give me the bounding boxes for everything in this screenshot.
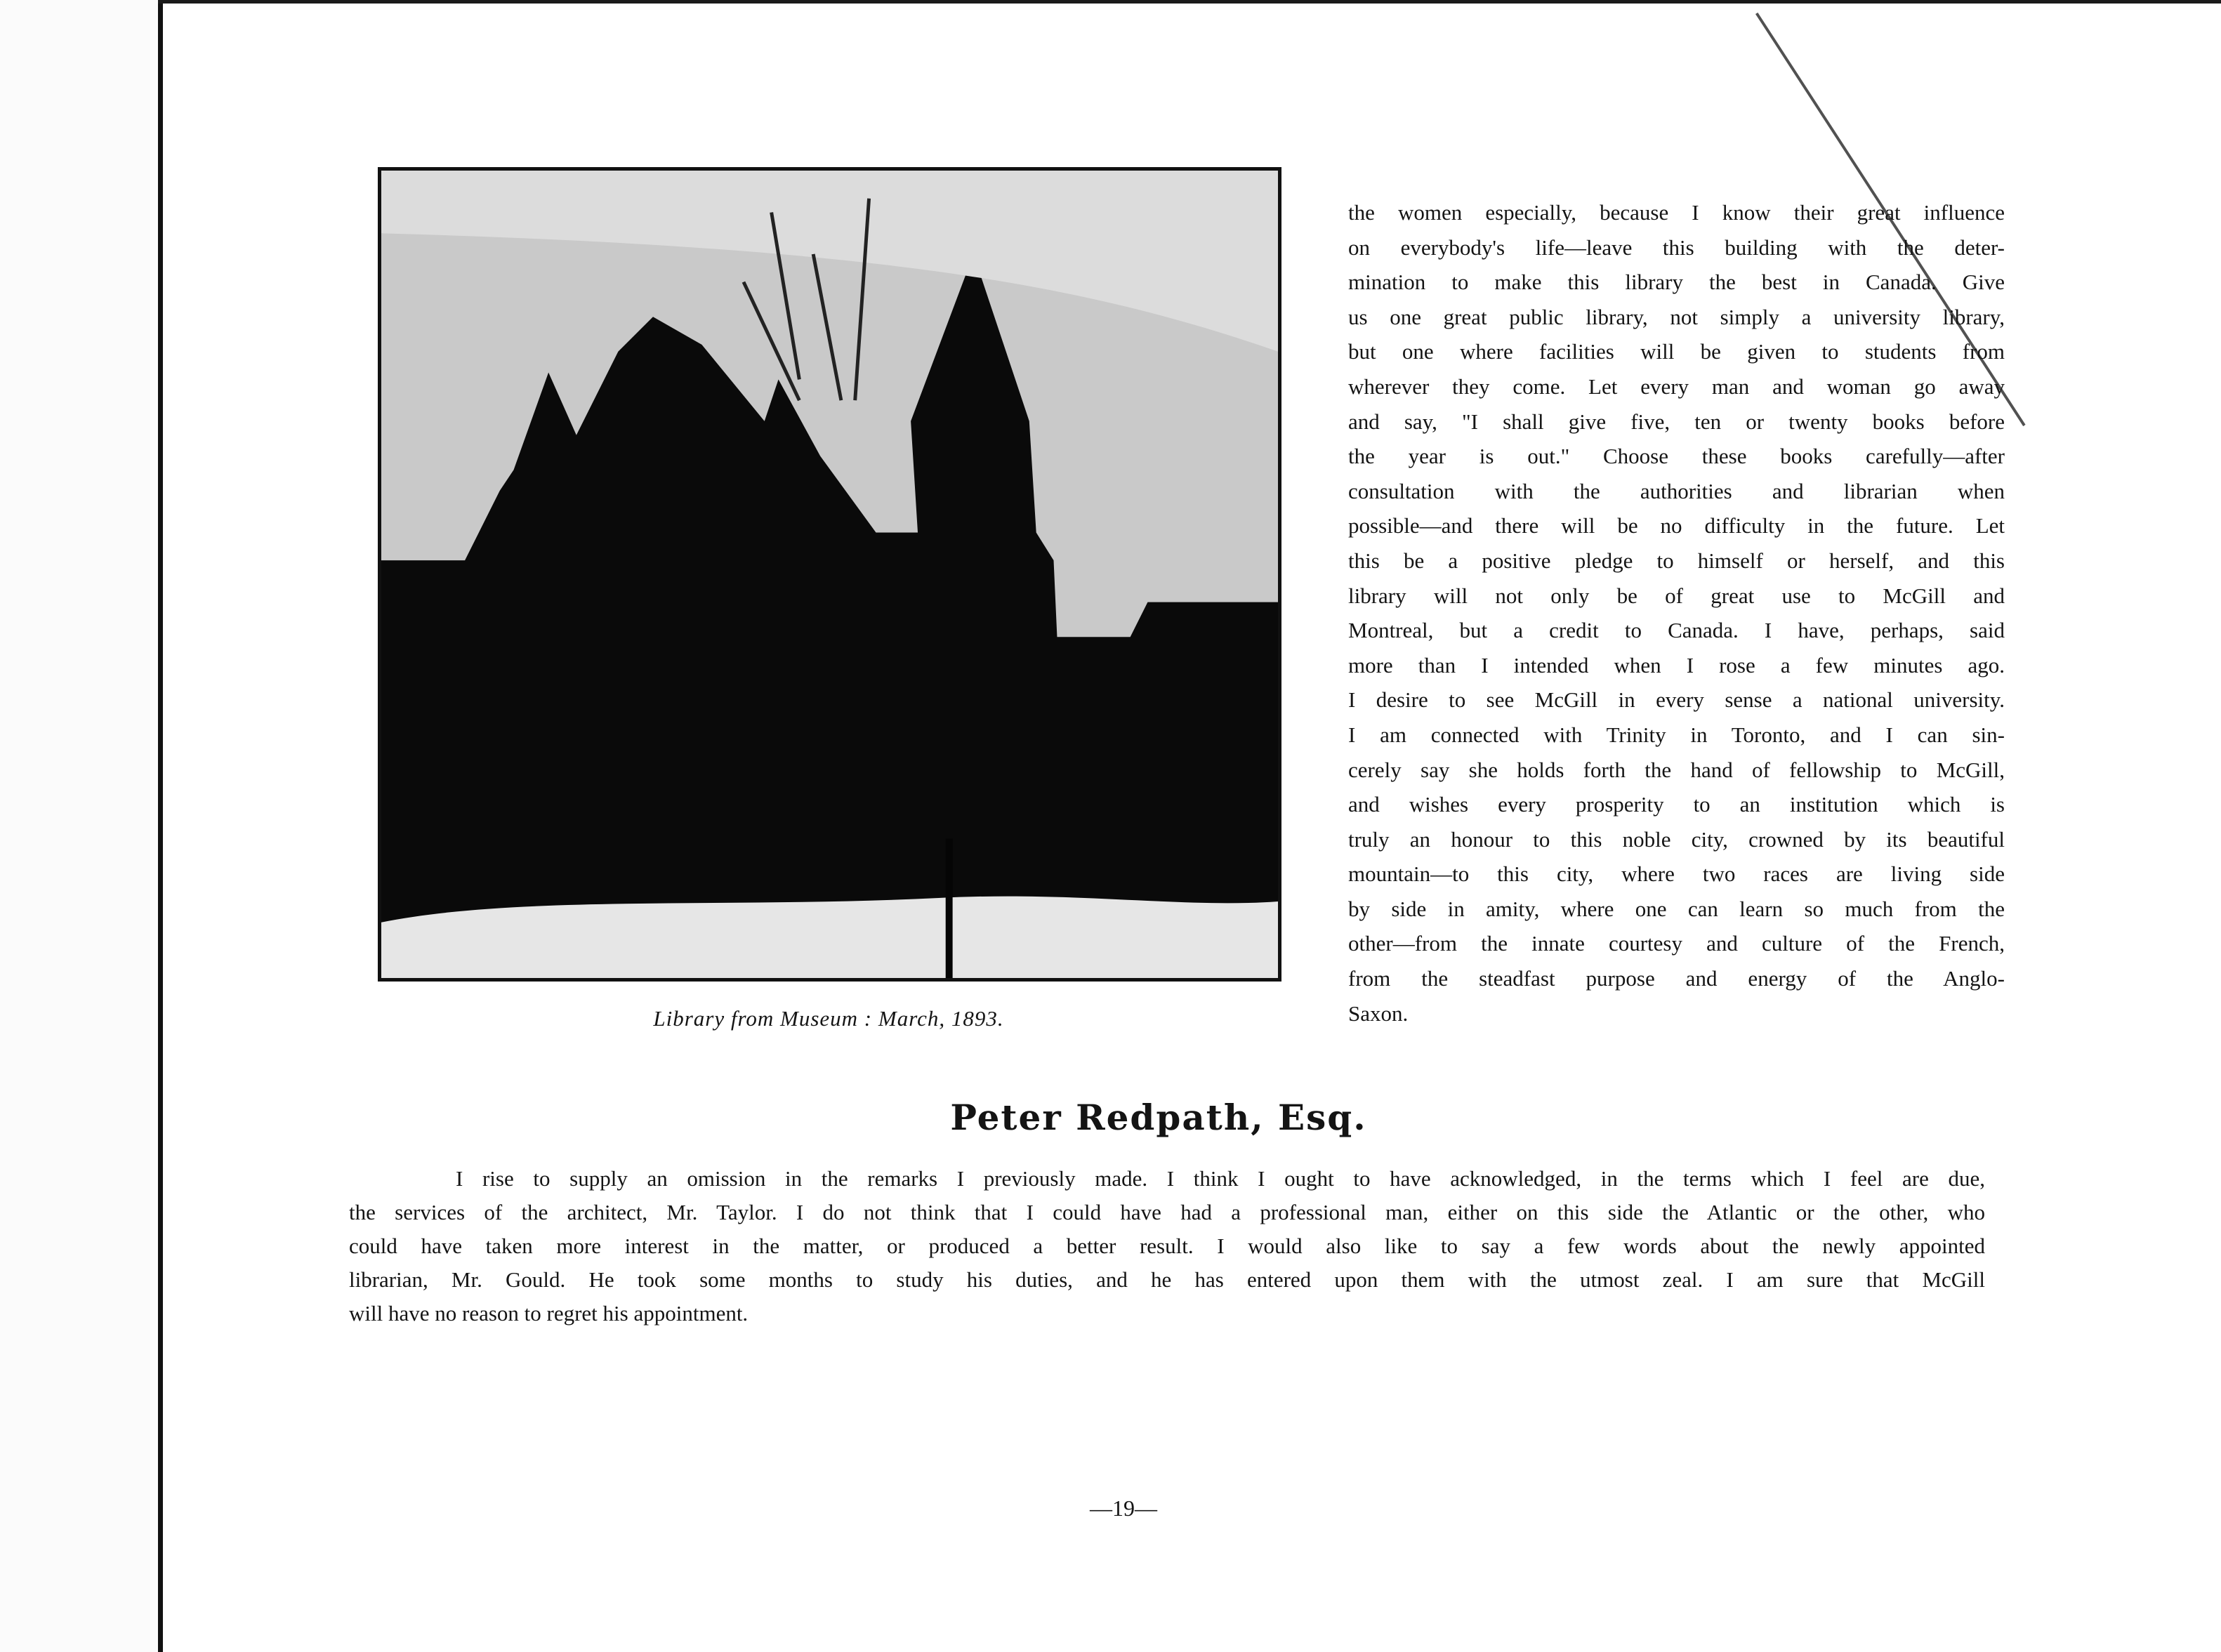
- body-line: librarian, Mr. Gould. He took some months to study his duties, and he has entered upon them with the utmost zeal. I am sure that McGill: [349, 1267, 1985, 1292]
- section-heading: Peter Redpath, Esq.: [950, 1097, 1367, 1138]
- column-line: library will not only be of great use to McGill and: [1348, 583, 2005, 608]
- library-photograph: [378, 167, 1281, 982]
- column-line: but one where facilities will be given to students from: [1348, 339, 2005, 364]
- body-line: will have no reason to regret his appointment.: [349, 1301, 749, 1326]
- column-line: possible—and there will be no difficulty in the future. Let: [1348, 513, 2005, 538]
- column-line: and wishes every prosperity to an institution which is: [1348, 792, 2005, 817]
- column-line: cerely say she holds forth the hand of fellowship to McGill,: [1348, 757, 2005, 782]
- redpath-remarks-paragraph: [349, 1162, 1985, 1330]
- column-line: I desire to see McGill in every sense a national university.: [1348, 687, 2005, 713]
- column-line: Montreal, but a credit to Canada. I have, perhaps, said: [1348, 618, 2005, 643]
- photo-caption: Library from Museum : March, 1893.: [653, 1006, 1004, 1031]
- body-line: I rise to supply an omission in the remarks I previously made. I think I ought to have acknowledged, in the terms which I feel are due,: [456, 1166, 1985, 1191]
- body-line: the services of the architect, Mr. Taylor. I do not think that I could have had a professional man, either on this side the Atlantic or the other, who: [349, 1200, 1985, 1224]
- column-line: truly an honour to this noble city, crowned by its beautiful: [1348, 826, 2005, 852]
- column-line: from the steadfast purpose and energy of the Anglo-: [1348, 966, 2005, 991]
- column-line: and say, "I shall give five, ten or twenty books before: [1348, 409, 2005, 434]
- column-line: us one great public library, not simply a university library,: [1348, 304, 2005, 329]
- column-line: this be a positive pledge to himself or herself, and this: [1348, 548, 2005, 573]
- column-line: more than I intended when I rose a few minutes ago.: [1348, 652, 2005, 678]
- column-line: mination to make this library the best in Canada. Give: [1348, 270, 2005, 295]
- column-line: wherever they come. Let every man and woman go away: [1348, 374, 2005, 399]
- column-line: the women especially, because I know their great influence: [1348, 200, 2005, 225]
- page-number: —19—: [1090, 1495, 1157, 1521]
- facing-page-edge: [0, 0, 158, 1652]
- body-line: could have taken more interest in the matter, or produced a better result. I would also like to say a few words about the newly appointed: [349, 1234, 1985, 1258]
- column-line: on everybody's life—leave this building with the deter-: [1348, 234, 2005, 260]
- column-line: the year is out." Choose these books carefully—after: [1348, 444, 2005, 469]
- column-line: other—from the innate courtesy and culture of the French,: [1348, 931, 2005, 956]
- column-line: Saxon.: [1348, 1000, 1409, 1026]
- speech-column-text: [1348, 195, 2005, 1031]
- column-line: mountain—to this city, where two races are living side: [1348, 861, 2005, 887]
- page-spine: [158, 0, 163, 1652]
- page-top-edge: [158, 0, 2221, 4]
- library-silhouette-image: [381, 171, 1278, 978]
- column-line: consultation with the authorities and librarian when: [1348, 478, 2005, 503]
- column-line: I am connected with Trinity in Toronto, and I can sin-: [1348, 722, 2005, 747]
- column-line: by side in amity, where one can learn so much from the: [1348, 896, 2005, 921]
